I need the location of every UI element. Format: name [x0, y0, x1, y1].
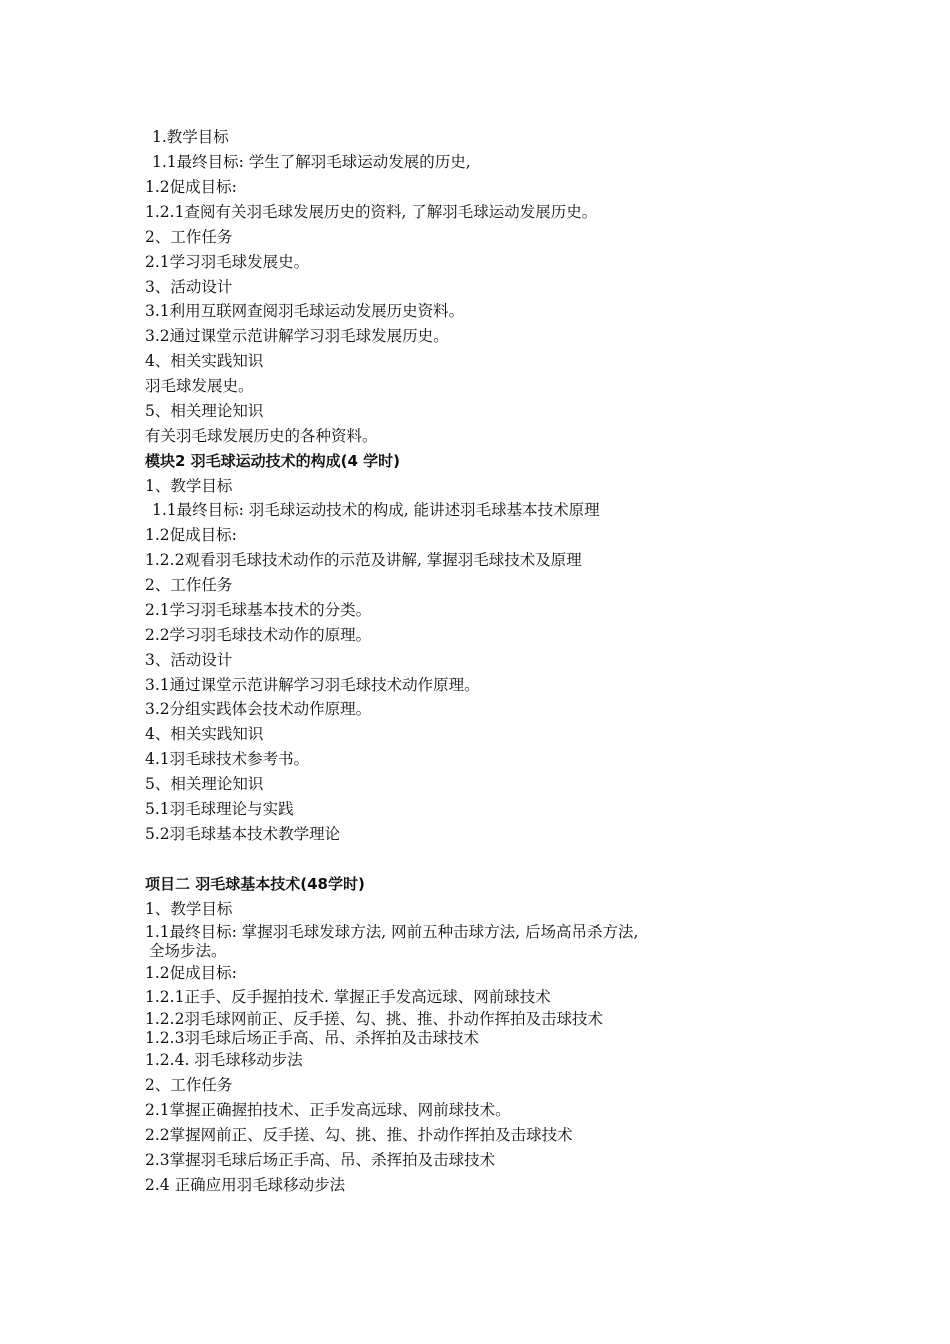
activity-design-item: 3.1通过课堂示范讲解学习羽毛球技术动作原理。 — [145, 676, 480, 694]
teaching-goal-heading: 1、教学目标 — [145, 900, 233, 918]
theory-knowledge-item: 5.1羽毛球理论与实践 — [145, 800, 294, 818]
theory-knowledge-body: 有关羽毛球发展历史的各种资料。 — [145, 427, 378, 445]
activity-design-heading: 3、活动设计 — [145, 278, 233, 296]
work-task-heading: 2、工作任务 — [145, 1076, 233, 1094]
enabling-goal-heading: 1.2促成目标: — [145, 178, 237, 196]
work-task-item: 2.2学习羽毛球技术动作的原理。 — [145, 626, 372, 644]
project-2-title: 项目二 羽毛球基本技术(48学时) — [145, 875, 365, 893]
work-task-item: 2.1掌握正确握拍技术、正手发高远球、网前球技术。 — [145, 1101, 511, 1119]
enabling-goal-item: 1.2.3羽毛球后场正手高、吊、杀挥拍及击球技术 — [145, 1029, 479, 1047]
enabling-goal-item: 1.2.1正手、反手握拍技术. 掌握正手发高远球、网前球技术 — [145, 988, 551, 1006]
enabling-goal-heading: 1.2促成目标: — [145, 526, 237, 544]
activity-design-item: 3.1利用互联网查阅羽毛球运动发展历史资料。 — [145, 302, 465, 320]
final-goal-line: 1.1最终目标: 学生了解羽毛球运动发展的历史, — [152, 153, 471, 171]
enabling-goal-item: 1.2.2羽毛球网前正、反手搓、勾、挑、推、扑动作挥拍及击球技术 — [145, 1010, 603, 1028]
enabling-goal-heading: 1.2促成目标: — [145, 964, 237, 982]
practice-knowledge-item: 4.1羽毛球技术参考书。 — [145, 750, 310, 768]
module-2-title: 模块2 羽毛球运动技术的构成(4 学时) — [145, 452, 401, 470]
theory-knowledge-heading: 5、相关理论知识 — [145, 402, 264, 420]
enabling-goal-item: 1.2.4. 羽毛球移动步法 — [145, 1051, 303, 1069]
activity-design-item: 3.2通过课堂示范讲解学习羽毛球发展历史。 — [145, 327, 449, 345]
work-task-item: 2.1学习羽毛球发展史。 — [145, 253, 310, 271]
theory-knowledge-item: 5.2羽毛球基本技术教学理论 — [145, 825, 341, 843]
activity-design-heading: 3、活动设计 — [145, 651, 233, 669]
final-goal-line: 1.1最终目标: 掌握羽毛球发球方法, 网前五种击球方法, 后场高吊杀方法, — [145, 923, 639, 941]
enabling-goal-item: 1.2.2观看羽毛球技术动作的示范及讲解, 掌握羽毛球技术及原理 — [145, 551, 582, 569]
work-task-heading: 2、工作任务 — [145, 576, 233, 594]
work-task-item: 2.4 正确应用羽毛球移动步法 — [145, 1176, 346, 1194]
practice-knowledge-heading: 4、相关实践知识 — [145, 725, 264, 743]
work-task-item: 2.2掌握网前正、反手搓、勾、挑、推、扑动作挥拍及击球技术 — [145, 1126, 573, 1144]
practice-knowledge-body: 羽毛球发展史。 — [145, 377, 254, 395]
teaching-goal-heading: 1、教学目标 — [145, 477, 233, 495]
theory-knowledge-heading: 5、相关理论知识 — [145, 775, 264, 793]
teaching-goal-heading: 1.教学目标 — [152, 128, 229, 146]
work-task-heading: 2、工作任务 — [145, 228, 233, 246]
final-goal-line: 1.1最终目标: 羽毛球运动技术的构成, 能讲述羽毛球基本技术原理 — [152, 501, 600, 519]
final-goal-line-continued: 全场步法。 — [149, 942, 227, 960]
enabling-goal-item: 1.2.1查阅有关羽毛球发展历史的资料, 了解羽毛球运动发展历史。 — [145, 203, 598, 221]
practice-knowledge-heading: 4、相关实践知识 — [145, 352, 264, 370]
activity-design-item: 3.2分组实践体会技术动作原理。 — [145, 700, 372, 718]
work-task-item: 2.3掌握羽毛球后场正手高、吊、杀挥拍及击球技术 — [145, 1151, 496, 1169]
work-task-item: 2.1学习羽毛球基本技术的分类。 — [145, 601, 372, 619]
